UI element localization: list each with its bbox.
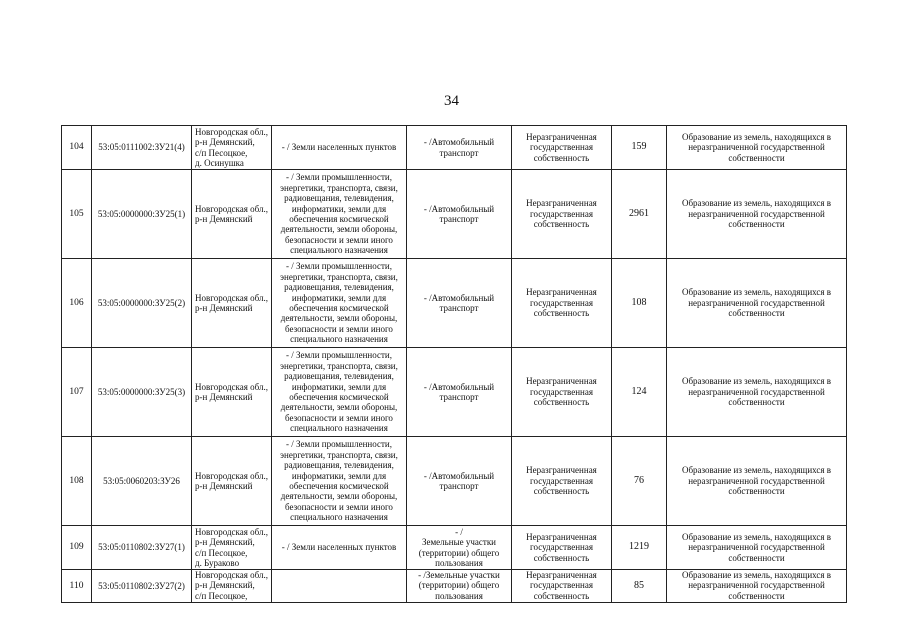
land-category: - / Земли промышленности, энергетики, транспорта, связи, радиовещания, телевидения, информатики, земли для обеспечения космической деятельности, земли обороны, безопасности и земли иного специального назначения	[272, 437, 407, 526]
ownership-form: Неразграниченная государственная собственность	[512, 437, 612, 526]
table-row	[62, 170, 847, 259]
table-row	[62, 570, 847, 603]
area: 76	[612, 437, 667, 526]
row-number: 108	[62, 437, 92, 526]
address: Новгородская обл., р-н Демянский	[192, 437, 272, 526]
address: Новгородская обл., р-н Демянский, с/п Песоцкое,	[192, 570, 272, 603]
land-category: - / Земли населенных пунктов	[272, 126, 407, 170]
formation-basis: Образование из земель, находящихся в неразграниченной государственной собственности	[667, 259, 847, 348]
area: 159	[612, 126, 667, 170]
permitted-use: - /Автомобильный транспорт	[407, 170, 512, 259]
formation-basis: Образование из земель, находящихся в неразграниченной государственной собственности	[667, 526, 847, 570]
ownership-form: Неразграниченная государственная собственность	[512, 348, 612, 437]
row-number: 104	[62, 126, 92, 170]
permitted-use: - / Земельные участки (территории) общего пользования	[407, 526, 512, 570]
address: Новгородская обл., р-н Демянский	[192, 170, 272, 259]
formation-basis: Образование из земель, находящихся в неразграниченной государственной собственности	[667, 170, 847, 259]
ownership-form: Неразграниченная государственная собственность	[512, 170, 612, 259]
ownership-form: Неразграниченная государственная собственность	[512, 126, 612, 170]
formation-basis: Образование из земель, находящихся в неразграниченной государственной собственности	[667, 437, 847, 526]
table-row	[62, 259, 847, 348]
permitted-use: - /Земельные участки (территории) общего пользования	[407, 570, 512, 603]
address: Новгородская обл., р-н Демянский, с/п Песоцкое, д. Бураково	[192, 526, 272, 570]
land-category: - / Земли промышленности, энергетики, транспорта, связи, радиовещания, телевидения, информатики, земли для обеспечения космической деятельности, земли обороны, безопасности и земли иного специального назначения	[272, 170, 407, 259]
cadastral-number: 53:05:0110802:ЗУ27(2)	[92, 570, 192, 603]
area: 1219	[612, 526, 667, 570]
table-row	[62, 437, 847, 526]
land-category	[272, 570, 407, 603]
ownership-form: Неразграниченная государственная собственность	[512, 526, 612, 570]
table-row	[62, 126, 847, 170]
cadastral-number: 53:05:0111002:ЗУ21(4)	[92, 126, 192, 170]
area: 2961	[612, 170, 667, 259]
table-row	[62, 526, 847, 570]
permitted-use: - /Автомобильный транспорт	[407, 126, 512, 170]
formation-basis: Образование из земель, находящихся в неразграниченной государственной собственности	[667, 570, 847, 603]
cadastral-number: 53:05:0060203:ЗУ26	[92, 437, 192, 526]
land-plots-table	[61, 125, 847, 603]
cadastral-number: 53:05:0000000:ЗУ25(1)	[92, 170, 192, 259]
formation-basis: Образование из земель, находящихся в неразграниченной государственной собственности	[667, 126, 847, 170]
row-number: 106	[62, 259, 92, 348]
cadastral-number: 53:05:0000000:ЗУ25(3)	[92, 348, 192, 437]
address: Новгородская обл., р-н Демянский, с/п Песоцкое, д. Осинушка	[192, 126, 272, 170]
row-number: 110	[62, 570, 92, 603]
table-row	[62, 348, 847, 437]
row-number: 107	[62, 348, 92, 437]
ownership-form: Неразграниченная государственная собственность	[512, 570, 612, 603]
permitted-use: - /Автомобильный транспорт	[407, 348, 512, 437]
address: Новгородская обл., р-н Демянский	[192, 348, 272, 437]
permitted-use: - /Автомобильный транспорт	[407, 437, 512, 526]
ownership-form: Неразграниченная государственная собственность	[512, 259, 612, 348]
cadastral-number: 53:05:0110802:ЗУ27(1)	[92, 526, 192, 570]
permitted-use: - /Автомобильный транспорт	[407, 259, 512, 348]
area: 85	[612, 570, 667, 603]
land-category: - / Земли промышленности, энергетики, транспорта, связи, радиовещания, телевидения, информатики, земли для обеспечения космической деятельности, земли обороны, безопасности и земли иного специального назначения	[272, 259, 407, 348]
cadastral-number: 53:05:0000000:ЗУ25(2)	[92, 259, 192, 348]
area: 124	[612, 348, 667, 437]
formation-basis: Образование из земель, находящихся в неразграниченной государственной собственности	[667, 348, 847, 437]
land-category: - / Земли населенных пунктов	[272, 526, 407, 570]
land-category: - / Земли промышленности, энергетики, транспорта, связи, радиовещания, телевидения, информатики, земли для обеспечения космической деятельности, земли обороны, безопасности и земли иного специального назначения	[272, 348, 407, 437]
address: Новгородская обл., р-н Демянский	[192, 259, 272, 348]
row-number: 105	[62, 170, 92, 259]
row-number: 109	[62, 526, 92, 570]
page-number: 34	[444, 93, 459, 109]
area: 108	[612, 259, 667, 348]
